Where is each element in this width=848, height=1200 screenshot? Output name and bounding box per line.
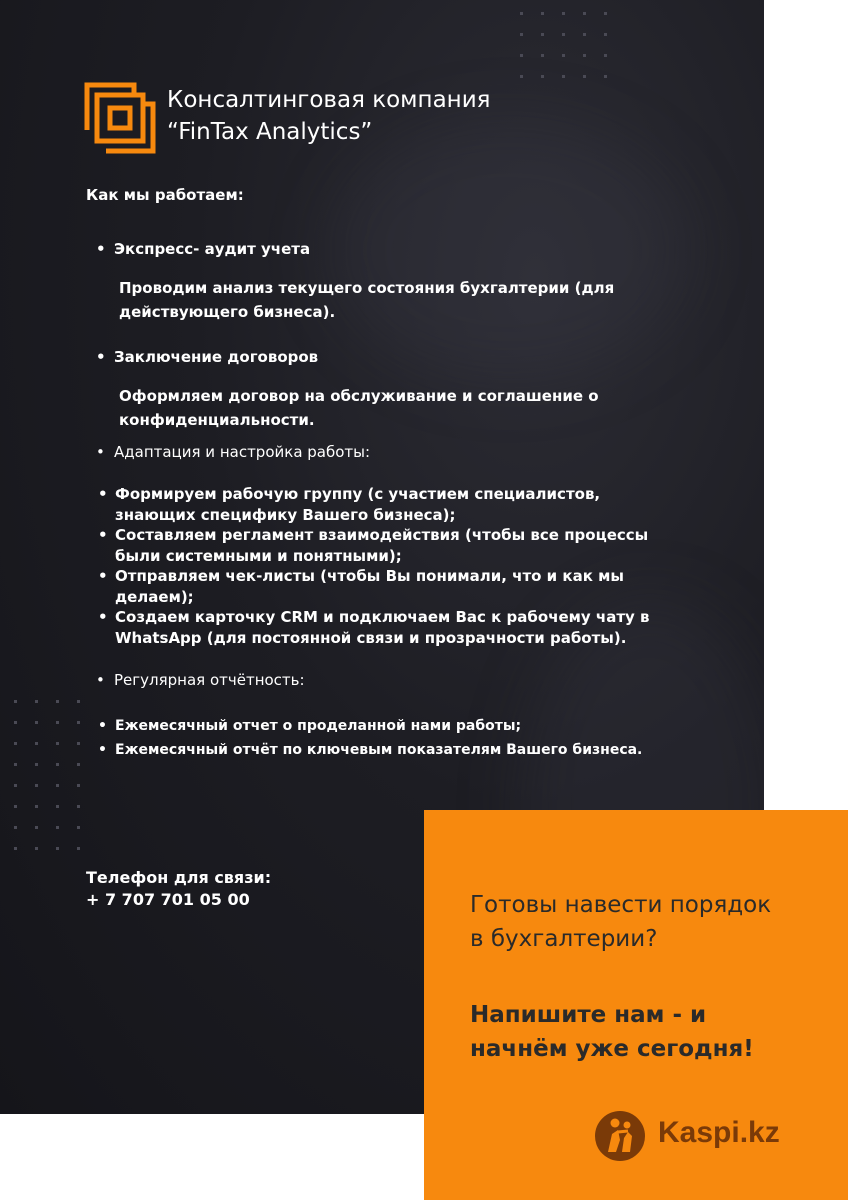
how-we-work-heading: Как мы работаем: xyxy=(86,186,244,204)
list-item-line: делаем); xyxy=(115,587,194,606)
audit-text-line-2: действующего бизнеса). xyxy=(119,303,336,321)
dot-pattern-left xyxy=(14,700,80,850)
audit-text-line-1: Проводим анализ текущего состояния бухгалтерии (для xyxy=(119,279,615,297)
list-item-line: • Отправляем чек-листы (чтобы Вы понимали, что и как мы xyxy=(115,567,624,585)
cta-line-1: Готовы навести порядок xyxy=(470,892,772,918)
kaspi-logo-icon xyxy=(594,1110,646,1162)
cta-line-2: в бухгалтерии? xyxy=(470,926,658,952)
contact-label: Телефон для связи: xyxy=(86,868,272,887)
dot-pattern-top xyxy=(520,12,607,78)
section-contracts-title: • Заключение договоров xyxy=(96,348,318,366)
list-item-line: WhatsApp (для постоянной связи и прозрачности работы). xyxy=(115,628,627,647)
fintax-logo-icon xyxy=(84,82,156,154)
section-contracts-text xyxy=(119,384,639,432)
list-item-line: • Создаем карточку CRM и подключаем Вас к рабочему чату в xyxy=(115,608,650,626)
reporting-list xyxy=(96,714,696,762)
list-item xyxy=(96,607,696,648)
cta-line-3: Напишите нам - и xyxy=(470,1002,707,1028)
list-item xyxy=(96,566,696,607)
section-audit-text xyxy=(119,276,639,324)
cta-question xyxy=(470,888,771,956)
list-item-line: • Формируем рабочую группу (с участием специалистов, xyxy=(115,485,601,503)
list-item: • Ежемесячный отчёт по ключевым показателям Вашего бизнеса. xyxy=(96,738,696,762)
contact-block xyxy=(86,867,271,911)
list-item xyxy=(96,484,696,525)
contracts-text-line-1: Оформляем договор на обслуживание и соглашение о xyxy=(119,387,599,405)
contracts-text-line-2: конфиденциальности. xyxy=(119,411,315,429)
kaspi-link[interactable] xyxy=(594,1110,824,1164)
list-item-line: были системными и понятными); xyxy=(115,546,402,565)
list-item xyxy=(96,525,696,566)
title-line-2: “FinTax Analytics” xyxy=(167,119,373,145)
adaptation-list xyxy=(96,484,696,648)
cta-action xyxy=(470,998,754,1066)
page-title xyxy=(167,84,490,148)
section-adaptation-title: • Адаптация и настройка работы: xyxy=(96,443,370,461)
section-reporting-title: • Регулярная отчётность: xyxy=(96,671,305,689)
title-line-1: Консалтинговая компания xyxy=(167,87,491,113)
phone-number[interactable]: + 7 707 701 05 00 xyxy=(86,890,250,909)
cta-line-4: начнём уже сегодня! xyxy=(470,1036,754,1062)
list-item-line: знающих специфику Вашего бизнеса); xyxy=(115,505,456,524)
list-item-line: • Составляем регламент взаимодействия (чтобы все процессы xyxy=(115,526,649,544)
list-item: • Ежемесячный отчет о проделанной нами работы; xyxy=(96,714,696,738)
background-shade xyxy=(330,120,690,380)
kaspi-label: Kaspi.kz xyxy=(658,1116,780,1149)
cta-panel xyxy=(424,810,848,1200)
section-audit-title: • Экспресс- аудит учета xyxy=(96,240,310,258)
